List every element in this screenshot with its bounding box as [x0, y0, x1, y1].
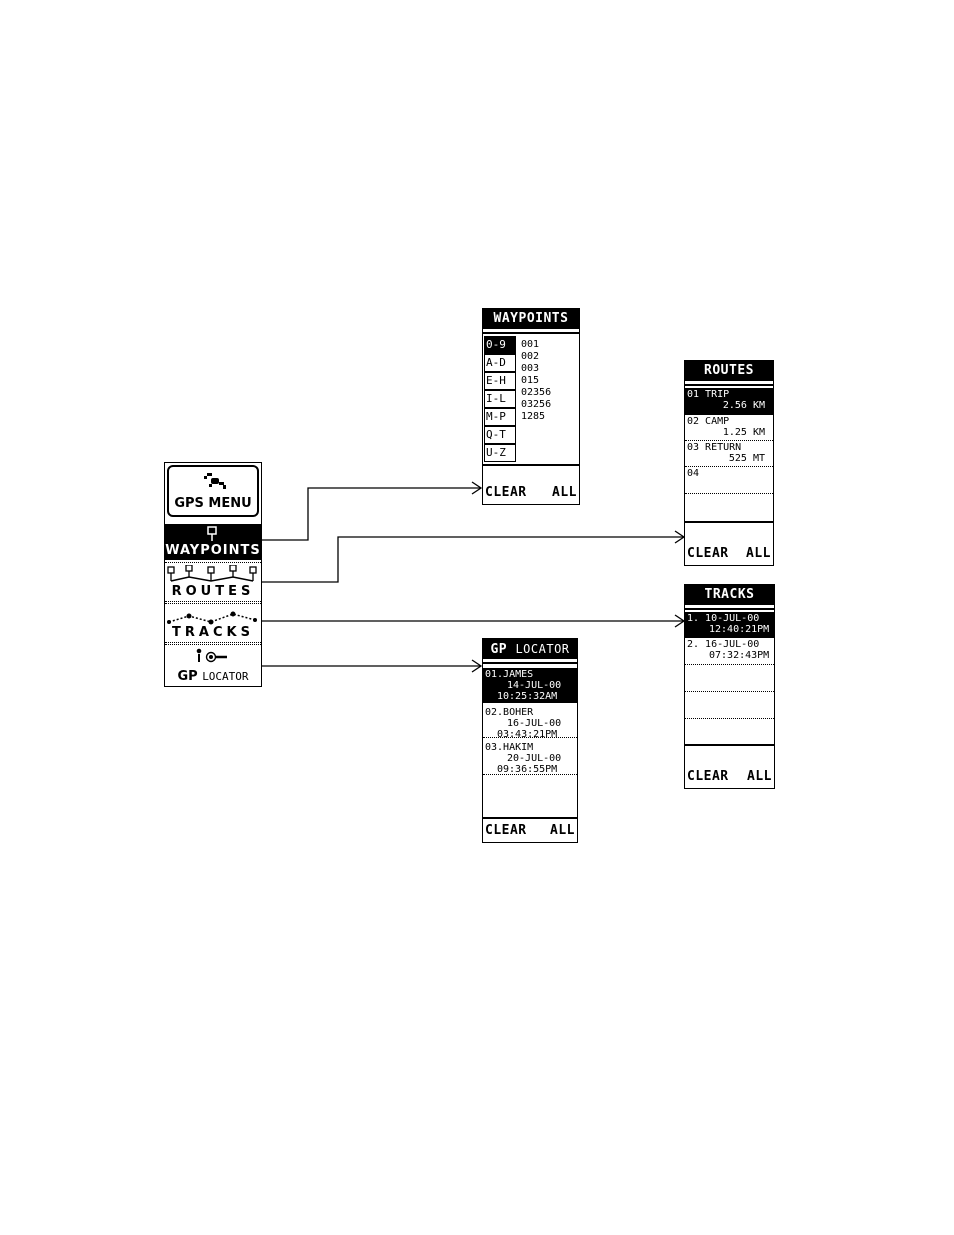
routes-title: ROUTES: [685, 361, 773, 381]
waypoints-tab-list: [484, 336, 516, 462]
track-entry[interactable]: [685, 612, 774, 638]
menu-item-tracks[interactable]: [165, 603, 261, 643]
list-item[interactable]: 02356: [521, 387, 552, 398]
route-distance: 1.25 KM: [722, 427, 765, 438]
list-item[interactable]: 002: [521, 351, 540, 362]
locator-entry[interactable]: [483, 738, 577, 775]
locator-time: 03:43:21PM: [497, 729, 558, 740]
tracks-title: TRACKS: [685, 585, 774, 605]
locator-time: 10:25:32AM: [497, 691, 558, 702]
list-item[interactable]: 1285: [521, 411, 546, 422]
track-time: 07:32:43PM: [709, 650, 770, 661]
locator-text: LOCATOR: [515, 642, 570, 656]
route-entry[interactable]: [685, 415, 773, 441]
menu-item-waypoints[interactable]: [165, 524, 261, 560]
clear-all-button[interactable]: [483, 464, 579, 504]
all-label: ALL: [552, 485, 577, 500]
tab-m-p[interactable]: M-P: [484, 408, 516, 426]
gp-locator-screen: [482, 638, 578, 843]
track-date: 2. 16-JUL-00: [687, 639, 760, 650]
track-entry-empty[interactable]: [685, 692, 774, 719]
clear-label: CLEAR: [485, 823, 527, 838]
clear-all-button[interactable]: [483, 817, 577, 842]
route-distance: 2.56 KM: [722, 400, 765, 411]
all-label: ALL: [747, 769, 772, 784]
waypoint-list: [521, 339, 551, 423]
track-entry-empty[interactable]: [685, 665, 774, 692]
tab-q-t[interactable]: Q-T: [484, 426, 516, 444]
list-item[interactable]: 015: [521, 375, 540, 386]
route-distance: 525 MT: [728, 453, 765, 464]
tab-0-9[interactable]: 0-9: [484, 336, 516, 354]
tab-u-z[interactable]: U-Z: [484, 444, 516, 462]
all-label: ALL: [746, 546, 771, 561]
clear-label: CLEAR: [485, 485, 527, 500]
tab-a-d[interactable]: A-D: [484, 354, 516, 372]
waypoints-title: WAYPOINTS: [483, 309, 579, 329]
route-name: 02 CAMP: [687, 416, 730, 427]
tracks-screen: [684, 584, 775, 789]
locator-entry[interactable]: [483, 668, 577, 703]
clear-all-button[interactable]: [685, 521, 773, 565]
route-name: 03 RETURN: [687, 442, 742, 453]
route-entry[interactable]: [685, 441, 773, 467]
route-name: 04: [687, 468, 700, 479]
menu-item-tracks-label: TRACKS: [172, 625, 254, 640]
menu-item-routes-label: ROUTES: [171, 584, 255, 599]
locator-time: 09:36:55PM: [497, 764, 558, 775]
clear-all-button[interactable]: [685, 744, 774, 788]
menu-item-waypoints-label: WAYPOINTS: [165, 543, 261, 558]
locator-date: 16-JUL-00: [507, 718, 562, 729]
track-time: 12:40:21PM: [709, 624, 770, 635]
locator-entry[interactable]: [483, 703, 577, 738]
gps-menu-title: GPS MENU: [174, 496, 252, 511]
tab-i-l[interactable]: I-L: [484, 390, 516, 408]
menu-item-gp-locator[interactable]: [165, 644, 261, 686]
locator-date: 14-JUL-00: [507, 680, 562, 691]
route-name: 01 TRIP: [687, 389, 730, 400]
clear-label: CLEAR: [687, 546, 729, 561]
gps-menu-screen: [164, 462, 262, 687]
track-date: 1. 10-JUL-00: [687, 613, 760, 624]
clear-label: CLEAR: [687, 769, 729, 784]
list-item[interactable]: 001: [521, 339, 540, 350]
menu-item-gp-locator-label: [165, 669, 261, 684]
route-entry[interactable]: [685, 388, 773, 415]
arrow-routes: [262, 537, 683, 582]
arrow-waypoints: [262, 488, 480, 540]
gp-bold-text: GP: [490, 642, 508, 657]
locator-name: 02.BOHER: [485, 707, 534, 718]
route-entry[interactable]: [685, 467, 773, 494]
menu-item-routes[interactable]: [165, 562, 261, 602]
locator-name: 03.HAKIM: [485, 742, 534, 753]
list-item[interactable]: 003: [521, 363, 540, 374]
gps-menu-header: [167, 465, 259, 517]
satellite-icon: [201, 471, 231, 493]
all-label: ALL: [550, 823, 575, 838]
waypoint-flag-icon: [165, 526, 261, 544]
track-entry[interactable]: [685, 638, 774, 665]
locator-text: LOCATOR: [202, 670, 249, 683]
locator-icon: [165, 647, 261, 667]
waypoints-screen: [482, 308, 580, 505]
list-item[interactable]: 03256: [521, 399, 552, 410]
locator-date: 20-JUL-00: [507, 753, 562, 764]
routes-screen: [684, 360, 774, 566]
locator-name: 01.JAMES: [485, 669, 534, 680]
gp-locator-title: [483, 639, 577, 659]
gp-bold-text: GP: [177, 669, 198, 684]
tab-e-h[interactable]: E-H: [484, 372, 516, 390]
